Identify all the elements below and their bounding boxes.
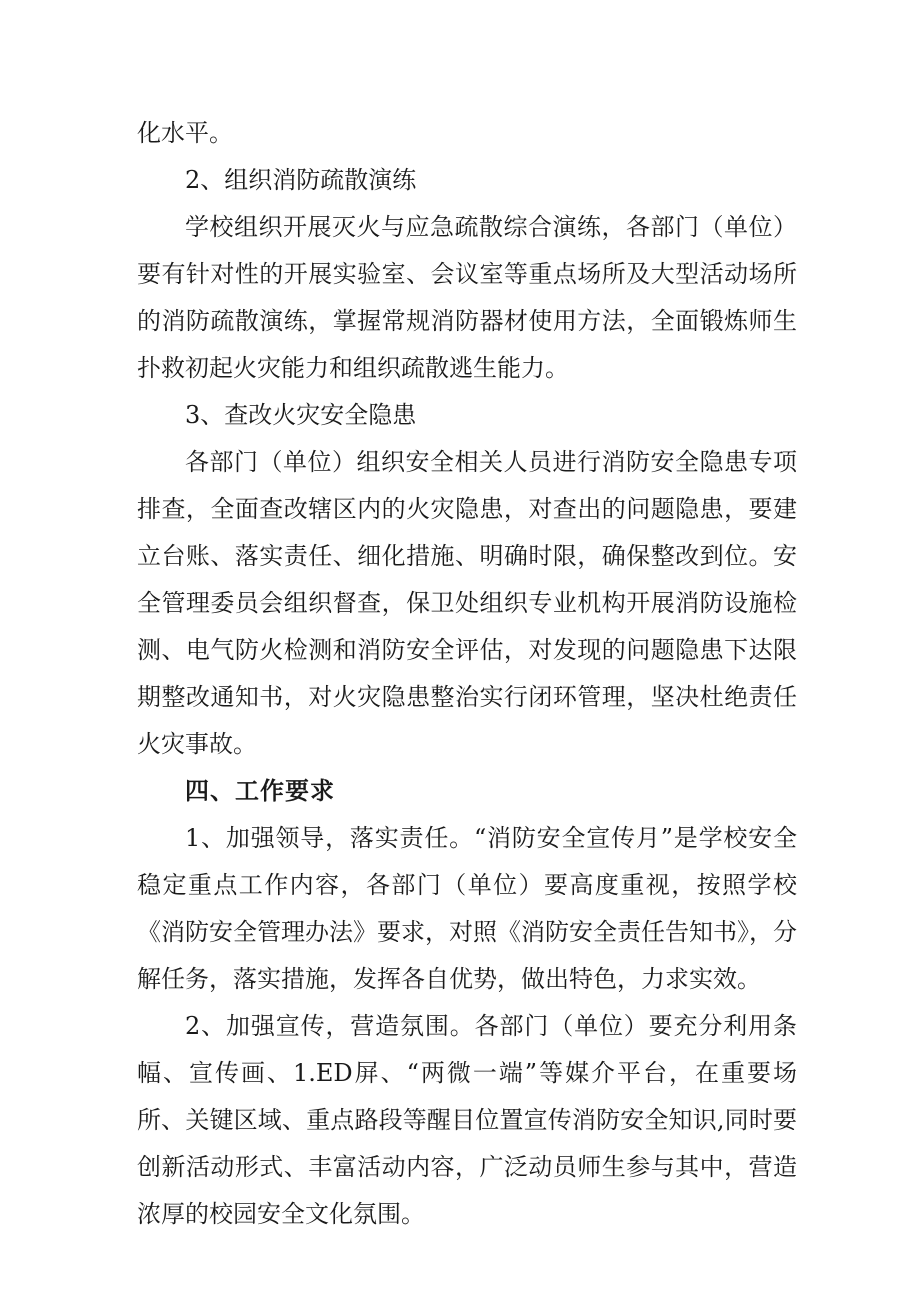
document-body bbox=[137, 110, 797, 1238]
item-2-paragraph: 学校组织开展灭火与应急疏散综合演练，各部门（单位）要有针对性的开展实验室、会议室等重点场所及大型活动场所的消防疏散演练，掌握常规消防器材使用方法，全面锻炼师生扑救初起火灾能力和组织疏散逃生能力。 bbox=[137, 213, 797, 382]
item-3-heading: 3、查改火灾安全隐患 bbox=[185, 401, 417, 429]
requirement-2-paragraph: 2、加强宣传，营造氛围。各部门（单位）要充分利用条幅、宣传画、1.ED屏、“两微一端”等媒介平台，在重要场所、关键区域、重点路段等醒目位置宣传消防安全知识,同时要创新活动形式、丰富活动内容，广泛动员师生参与其中，营造浓厚的校园安全文化氛围。 bbox=[137, 1012, 797, 1228]
continuation-paragraph: 化水平。 bbox=[137, 119, 233, 147]
requirement-1-paragraph: 1、加强领导，落实责任。“消防安全宣传月”是学校安全稳定重点工作内容，各部门（单位）要高度重视，按照学校《消防安全管理办法》要求，对照《消防安全责任告知书》，分解任务，落实措施，发挥各自优势，做出特色，力求实效。 bbox=[137, 824, 797, 993]
item-3-paragraph: 各部门（单位）组织安全相关人员进行消防安全隐患专项排查，全面查改辖区内的火灾隐患，对查出的问题隐患，要建立台账、落实责任、细化措施、明确时限，确保整改到位。安全管理委员会组织督查，保卫处组织专业机构开展消防设施检测、电气防火检测和消防安全评估，对发现的问题隐患下达限期整改通知书，对火灾隐患整治实行闭环管理，坚决杜绝责任火灾事故。 bbox=[137, 448, 797, 758]
item-2-heading: 2、组织消防疏散演练 bbox=[185, 166, 417, 194]
section-4-heading: 四、工作要求 bbox=[185, 777, 335, 805]
